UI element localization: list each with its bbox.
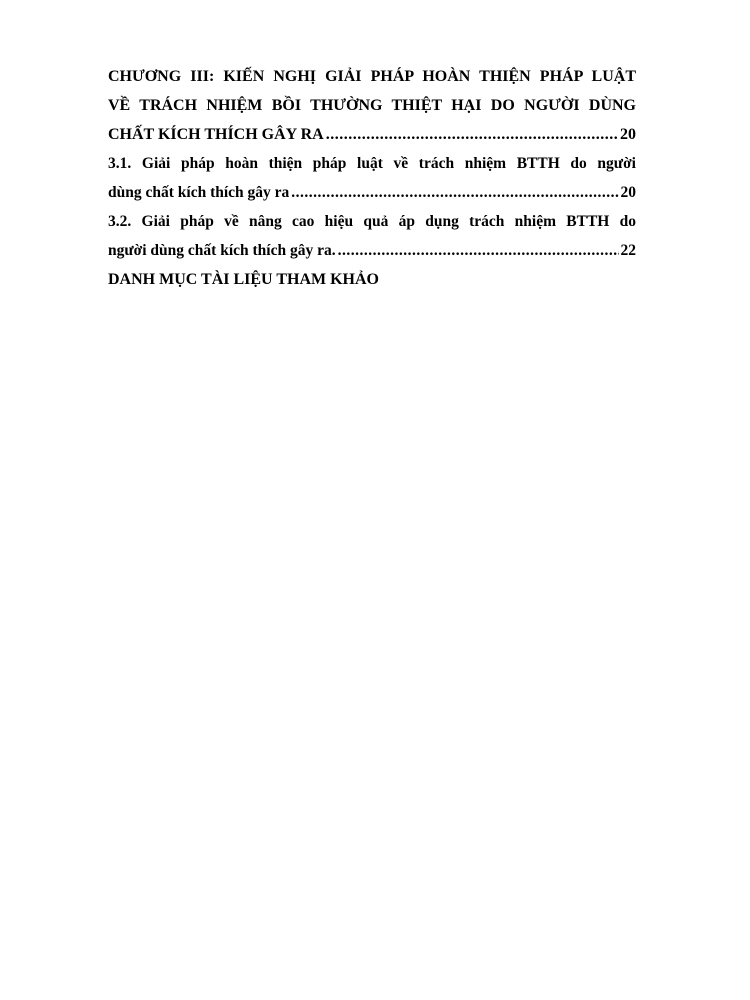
table-of-contents [108,62,636,294]
toc-entry-section-3-1[interactable] [108,149,636,207]
page-number: 22 [620,242,636,259]
toc-entry-last-line [108,178,636,207]
toc-entry-text-line: VỀ TRÁCH NHIỆM BỒI THƯỜNG THIỆT HẠI DO NGƯỜI DÙNG [108,97,636,114]
page-number: 20 [620,126,636,143]
toc-entry-text-line: CHẤT KÍCH THÍCH GÂY RA [108,126,324,143]
toc-entry-last-line [108,120,636,149]
toc-entry-text-line: CHƯƠNG III: KIẾN NGHỊ GIẢI PHÁP HOÀN THIỆN PHÁP LUẬT [108,68,636,85]
toc-entry-section-3-2[interactable] [108,207,636,265]
toc-entry-references[interactable] [108,265,636,294]
toc-entry-text-line: dùng chất kích thích gây ra [108,184,290,201]
dot-leader [326,120,618,149]
references-heading: DANH MỤC TÀI LIỆU THAM KHẢO [108,271,379,288]
toc-entry-text-line: 3.2. Giải pháp về nâng cao hiệu quả áp dụng trách nhiệm BTTH do [108,213,636,230]
dot-leader [291,178,618,207]
toc-entry-last-line [108,236,636,265]
toc-entry-text-line: người dùng chất kích thích gây ra. [108,242,336,259]
page-number: 20 [620,184,636,201]
dot-leader [338,236,619,265]
toc-entry-chapter-3[interactable] [108,62,636,149]
toc-entry-text-line: 3.1. Giải pháp hoàn thiện pháp luật về trách nhiệm BTTH do người [108,155,636,172]
